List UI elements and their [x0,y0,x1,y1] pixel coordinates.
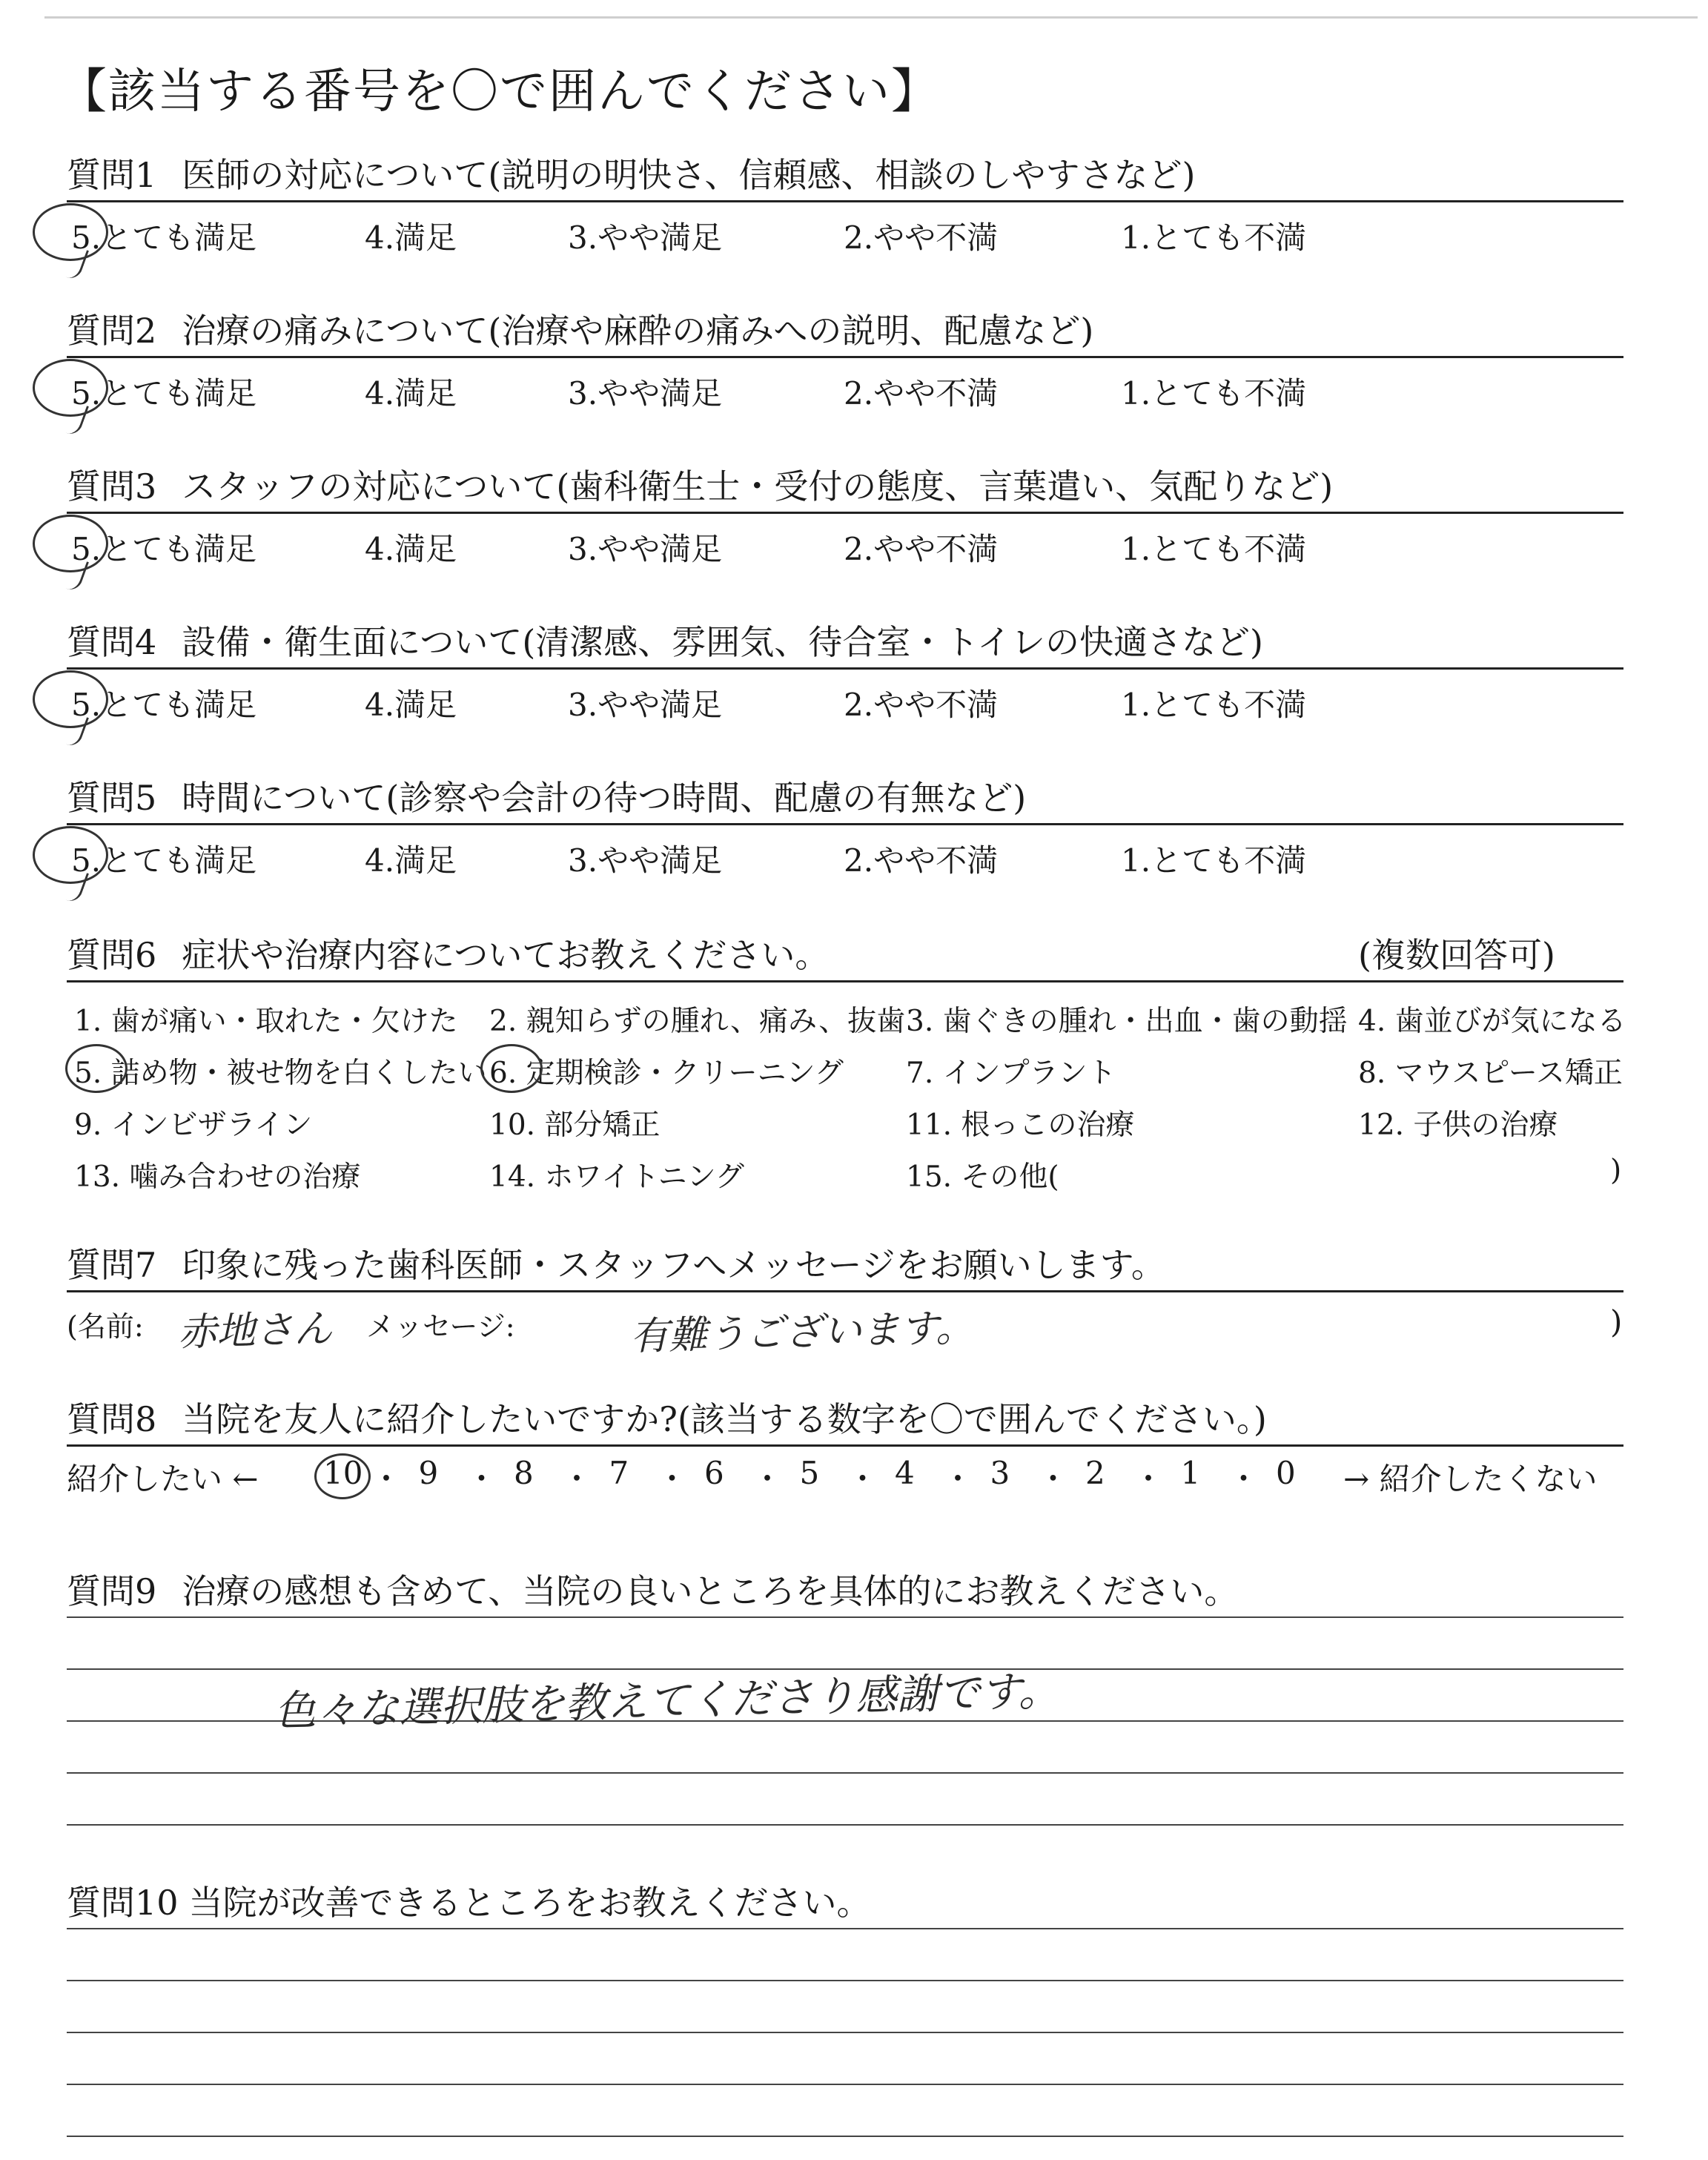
q8-scale-separator: ・ [466,1461,497,1497]
q8-scale-value-8[interactable]: 8 [514,1455,534,1491]
q6-option-8[interactable]: 8. マウスピース矯正 [1358,1057,1623,1090]
q2-title [67,304,1093,353]
q6-option-4[interactable]: 4. 歯並びが気になる [1358,1005,1626,1038]
q1-number: 質問1 [67,155,157,195]
q1-title [67,148,1195,197]
q2-option-2[interactable]: 2.やや不満 [844,375,999,412]
q6-option-5[interactable]: 5. 詰め物・被せ物を白くしたい [74,1057,487,1090]
q8-scale-value-3[interactable]: 3 [990,1455,1010,1491]
q2-text: 治療の痛みについて(治療や麻酔の痛みへの説明、配慮など) [182,311,1094,351]
q1-option-5[interactable]: 5.とても満足 [71,219,257,256]
q5-title [67,771,1026,820]
q9-writing-line [67,1772,1623,1774]
q10-writing-line [67,2032,1623,2033]
q4-rule [67,667,1623,670]
q7-text: 印象に残った歯科医師・スタッフへメッセージをお願いします。 [182,1245,1165,1285]
q6-title [67,928,829,977]
q6-option-2[interactable]: 2. 親知らずの腫れ、痛み、抜歯 [489,1005,906,1038]
q4-option-5[interactable]: 5.とても満足 [71,687,257,723]
q10-writing-line [67,1980,1623,1981]
q4-option-4[interactable]: 4.満足 [365,687,457,723]
q6-number: 質問6 [67,935,157,975]
q3-option-4[interactable]: 4.満足 [365,531,457,567]
q3-option-2[interactable]: 2.やや不満 [844,531,999,567]
q8-scale-value-1[interactable]: 1 [1180,1455,1201,1491]
q6-option-10[interactable]: 10. 部分矯正 [489,1109,661,1142]
q8-scale-separator: ・ [942,1461,974,1497]
q7-number: 質問7 [67,1245,157,1285]
q2-option-5[interactable]: 5.とても満足 [71,375,257,412]
q6-option-15[interactable]: 15. その他( [906,1160,1059,1194]
q8-scale-separator: ・ [371,1461,403,1497]
q1-option-1[interactable]: 1.とても不満 [1121,219,1307,256]
form-header: 【該当する番号を〇で囲んでください】 [59,65,940,119]
q8-scale-value-10[interactable]: 10 [323,1455,363,1491]
q6-option-6[interactable]: 6. 定期検診・クリーニング [489,1057,844,1090]
q2-rule [67,356,1623,358]
q8-scale-separator: ・ [1133,1461,1165,1497]
q6-note: (複数回答可) [1358,935,1555,975]
q2-number: 質問2 [67,311,157,351]
q10-writing-line [67,2084,1623,2085]
q7-name-label: (名前: [67,1310,144,1343]
q8-scale-value-4[interactable]: 4 [895,1455,915,1491]
q6-selection-circle-6 [480,1044,543,1093]
q9-number: 質問9 [67,1571,157,1611]
q4-option-3[interactable]: 3.やや満足 [568,687,723,723]
q8-right-label: → 紹介したくない [1343,1461,1598,1497]
q2-selection-circle [33,359,108,417]
q8-scale-separator: ・ [1228,1461,1260,1497]
q3-text: スタッフの対応について(歯科衛生士・受付の態度、言葉遣い、気配りなど) [182,466,1334,506]
q6-selection-circle-5 [65,1044,128,1093]
q3-selection-circle [33,515,108,572]
q6-option-1[interactable]: 1. 歯が痛い・取れた・欠けた [74,1005,458,1038]
q6-option-14[interactable]: 14. ホワイトニング [489,1160,744,1194]
q8-scale-separator: ・ [752,1461,784,1497]
q3-option-3[interactable]: 3.やや満足 [568,531,723,567]
q5-option-2[interactable]: 2.やや不満 [844,842,999,879]
q7-close-paren: ) [1610,1304,1623,1340]
q9-title [67,1565,1238,1614]
q10-text: 当院が改善できるところをお教えください。 [188,1883,871,1923]
q10-writing-line [67,1928,1623,1929]
q1-selection-circle [33,203,108,261]
q6-option-3[interactable]: 3. 歯ぐきの腫れ・出血・歯の動揺 [906,1005,1348,1038]
q5-option-1[interactable]: 1.とても不満 [1121,842,1307,879]
page-top-edge [44,16,1698,19]
q1-rule [67,200,1623,202]
q3-title [67,460,1333,509]
q4-number: 質問4 [67,622,157,662]
q7-rule [67,1290,1623,1292]
q4-text: 設備・衛生面について(清潔感、雰囲気、待合室・トイレの快適さなど) [182,622,1263,662]
q8-scale-separator: ・ [561,1461,593,1497]
q5-option-4[interactable]: 4.満足 [365,842,457,879]
q9-text: 治療の感想も含めて、当院の良いところを具体的にお教えください。 [182,1571,1239,1611]
q10-title [67,1876,871,1925]
q8-text: 当院を友人に紹介したいですか?(該当する数字を〇で囲んでください。) [182,1399,1267,1439]
q10-number: 質問10 [67,1883,179,1923]
q6-option-13[interactable]: 13. 噛み合わせの治療 [74,1160,361,1194]
q7-message-label: メッセージ: [366,1310,515,1343]
q6-option-15-close: ) [1610,1154,1622,1187]
q9-writing-line [67,1824,1623,1826]
q8-scale-value-0[interactable]: 0 [1276,1455,1296,1491]
q8-left-label: 紹介したい ← [67,1461,259,1497]
q5-option-3[interactable]: 3.やや満足 [568,842,723,879]
q2-option-3[interactable]: 3.やや満足 [568,375,723,412]
q1-option-4[interactable]: 4.満足 [365,219,457,256]
q8-selection-circle [314,1453,371,1499]
q6-text: 症状や治療内容についてお教えください。 [182,935,830,975]
q6-option-12[interactable]: 12. 子供の治療 [1358,1109,1558,1142]
q8-scale-value-2[interactable]: 2 [1085,1455,1105,1491]
q3-number: 質問3 [67,466,157,506]
q4-option-1[interactable]: 1.とても不満 [1121,687,1307,723]
q2-option-4[interactable]: 4.満足 [365,375,457,412]
q2-option-1[interactable]: 1.とても不満 [1121,375,1307,412]
q8-scale-separator: ・ [656,1461,688,1497]
q8-scale-value-9[interactable]: 9 [418,1455,439,1491]
q7-title [67,1238,1165,1287]
q6-rule [67,980,1623,982]
q8-scale-value-6[interactable]: 6 [704,1455,724,1491]
q5-rule [67,823,1623,825]
q8-scale-value-7[interactable]: 7 [609,1455,629,1491]
q8-rule [67,1444,1623,1447]
q7-name-value[interactable]: 赤地さん [177,1307,333,1355]
q3-option-5[interactable]: 5.とても満足 [71,531,257,567]
q7-message-value[interactable]: 有難うございます。 [629,1305,975,1360]
q6-option-7[interactable]: 7. インプラント [906,1057,1116,1090]
q1-option-2[interactable]: 2.やや不満 [844,219,999,256]
q5-text: 時間について(診察や会計の待つ時間、配慮の有無など) [182,778,1027,818]
q6-option-9[interactable]: 9. インビザライン [74,1109,313,1142]
q8-number: 質問8 [67,1399,157,1439]
q3-option-1[interactable]: 1.とても不満 [1121,531,1307,567]
q4-title [67,615,1263,664]
q6-option-11[interactable]: 11. 根っこの治療 [906,1109,1135,1142]
q1-text: 医師の対応について(説明の明快さ、信頼感、相談のしやすさなど) [182,155,1196,195]
q8-title [67,1393,1267,1441]
q5-number: 質問5 [67,778,157,818]
q9-answer[interactable]: 色々な選択肢を教えてくださり感謝です。 [274,1667,1061,1736]
q5-selection-circle [33,826,108,884]
q3-rule [67,512,1623,514]
q8-scale-separator: ・ [1037,1461,1069,1497]
q10-writing-line [67,2136,1623,2137]
q1-option-3[interactable]: 3.やや満足 [568,219,723,256]
q4-option-2[interactable]: 2.やや不満 [844,687,999,723]
q8-scale-separator: ・ [847,1461,878,1497]
q9-writing-line [67,1616,1623,1618]
q5-option-5[interactable]: 5.とても満足 [71,842,257,879]
q4-selection-circle [33,670,108,728]
q8-scale-value-5[interactable]: 5 [799,1455,820,1491]
